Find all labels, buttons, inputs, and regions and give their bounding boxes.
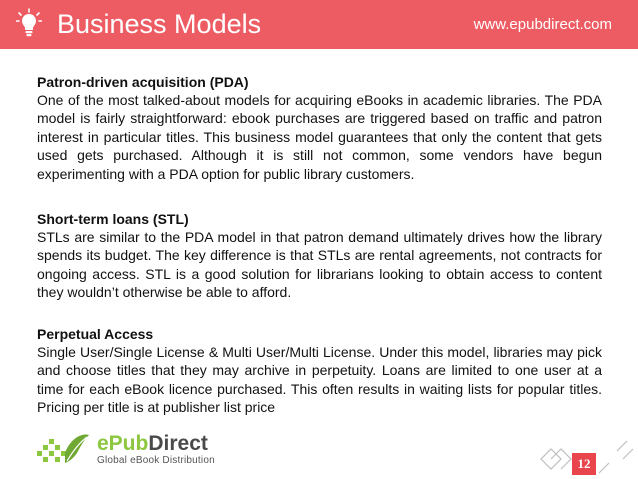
section-body: Single User/Single License & Multi User/Multi License. Under this model, libraries may pick and choose titles that they may archive in perpetuity. Loans are limited to one user at a time for each eBook licence purchased. This often results in waiting lists for popular titles. Pricing per title is at publisher list price (37, 344, 602, 416)
section-body: One of the most talked-about models for acquiring eBooks in academic libraries. The PDA model is fairly straightforward: ebook purchases are triggered based on traffic and patron interest in particular titles. This business model guarantees that only the content that gets used gets purchased. Although it is still not common, some vendors have begun experimenting with a PDA option for public library customers. (37, 92, 602, 182)
title-bar (0, 0, 638, 49)
section-pda (37, 73, 602, 183)
section-perpetual-access (37, 325, 602, 417)
section-heading: Patron-driven acquisition (PDA) (37, 74, 249, 90)
logo-brand-dark: Direct (148, 432, 208, 455)
section-heading: Short-term loans (STL) (37, 211, 189, 227)
page-number-badge: 12 (572, 453, 596, 475)
logo-mark-icon (35, 429, 91, 469)
section-heading: Perpetual Access (37, 326, 154, 342)
website-url: www.epubdirect.com (473, 16, 612, 33)
epubdirect-logo (35, 429, 235, 469)
section-body: STLs are similar to the PDA model in that patron demand ultimately drives how the library spends its budget. The key difference is that STLs are rental agreements, not contracts for ongoing access. STL is a good solution for librarians looking to obtain access to content they wouldn’t otherwise be able to afford. (37, 229, 602, 301)
logo-brand-green: ePub (97, 432, 149, 455)
logo-tagline: Global eBook Distribution (97, 455, 215, 466)
lightbulb-icon (16, 8, 42, 40)
section-stl (37, 210, 602, 302)
page-title: Business Models (57, 9, 262, 39)
